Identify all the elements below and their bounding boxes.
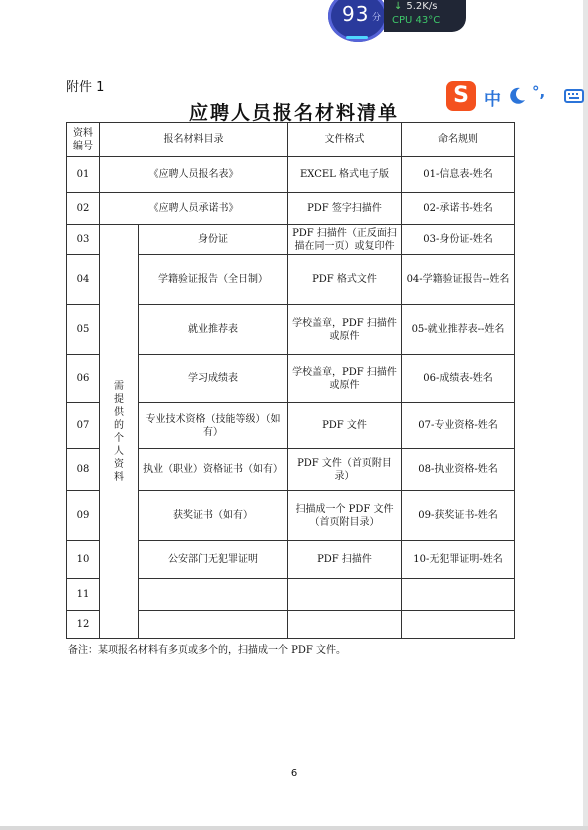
- group-label: [100, 225, 139, 639]
- net-speed: ↓ 5.2K/s: [394, 1, 438, 12]
- row-item: 执业（职业）资格证书（如有）: [139, 449, 288, 491]
- row-item: 获奖证书（如有）: [139, 491, 288, 541]
- table-row: [67, 225, 515, 255]
- download-arrow-icon: ↓: [394, 1, 403, 12]
- row-no: 03: [67, 225, 100, 255]
- row-format: PDF 格式文件: [288, 255, 402, 305]
- performance-score: 93: [342, 2, 370, 26]
- header-format: 文件格式: [288, 123, 402, 157]
- row-item: 公安部门无犯罪证明: [139, 541, 288, 579]
- row-no: 04: [67, 255, 100, 305]
- row-rule: 07-专业资格-姓名: [402, 403, 515, 449]
- row-item: 学习成绩表: [139, 355, 288, 403]
- row-item: 身份证: [139, 225, 288, 255]
- group-label-text: 需提供的个人资料: [114, 380, 124, 483]
- row-no: 08: [67, 449, 100, 491]
- row-rule: 09-获奖证书-姓名: [402, 491, 515, 541]
- ime-mode-toggle[interactable]: 中: [484, 90, 501, 110]
- score-unit: 分: [372, 13, 382, 23]
- table-note: 备注：某项报名材料有多页或多个的，扫描成一个 PDF 文件。: [68, 645, 347, 656]
- table-row: [67, 157, 515, 193]
- header-no: 资料编号: [67, 123, 100, 157]
- score-bar: [346, 36, 368, 39]
- row-item: 学籍验证报告（全日制）: [139, 255, 288, 305]
- system-monitor-widget[interactable]: [326, 0, 468, 44]
- row-no: 01: [67, 157, 100, 193]
- row-format: 学校盖章，PDF 扫描件或原件: [288, 355, 402, 403]
- row-item: [139, 579, 288, 611]
- row-rule: 03-身份证-姓名: [402, 225, 515, 255]
- row-item: [139, 611, 288, 639]
- row-item: 就业推荐表: [139, 305, 288, 355]
- row-rule: 05-就业推荐表--姓名: [402, 305, 515, 355]
- row-rule: [402, 579, 515, 611]
- row-rule: 06-成绩表-姓名: [402, 355, 515, 403]
- table-header-row: [67, 123, 515, 157]
- row-format: 扫描成一个 PDF 文件（首页附目录）: [288, 491, 402, 541]
- row-format: PDF 文件: [288, 403, 402, 449]
- row-no: 05: [67, 305, 100, 355]
- row-no: 09: [67, 491, 100, 541]
- page-edge-bottom: [0, 826, 588, 830]
- row-format: PDF 扫描件: [288, 541, 402, 579]
- document-title: 应聘人员报名材料清单: [188, 102, 399, 124]
- row-item: 《应聘人员承诺书》: [100, 193, 288, 225]
- row-rule: 01-信息表-姓名: [402, 157, 515, 193]
- table-row: [67, 193, 515, 225]
- cpu-temperature: CPU 43°C: [392, 15, 441, 26]
- row-no: 10: [67, 541, 100, 579]
- header-rule: 命名规则: [402, 123, 515, 157]
- page-number: 6: [290, 768, 298, 779]
- row-item: 《应聘人员报名表》: [100, 157, 288, 193]
- row-format: [288, 611, 402, 639]
- sogou-logo-icon[interactable]: S: [446, 81, 476, 111]
- row-item: 专业技术资格（技能等级）（如有）: [139, 403, 288, 449]
- row-format: PDF 文件（首页附目录）: [288, 449, 402, 491]
- row-rule: 08-执业资格-姓名: [402, 449, 515, 491]
- attachment-label: 附件 1: [66, 80, 105, 95]
- header-catalog: 报名材料目录: [100, 123, 288, 157]
- materials-table: [66, 122, 515, 639]
- row-format: [288, 579, 402, 611]
- row-rule: [402, 611, 515, 639]
- row-format: PDF 签字扫描件: [288, 193, 402, 225]
- row-no: 12: [67, 611, 100, 639]
- row-rule: 10-无犯罪证明-姓名: [402, 541, 515, 579]
- row-no: 02: [67, 193, 100, 225]
- row-no: 11: [67, 579, 100, 611]
- punctuation-toggle[interactable]: °,: [532, 83, 546, 101]
- row-no: 06: [67, 355, 100, 403]
- row-format: 学校盖章，PDF 扫描件或原件: [288, 305, 402, 355]
- row-format: EXCEL 格式电子版: [288, 157, 402, 193]
- row-format: PDF 扫描件（正反面扫描在同一页）或复印件: [288, 225, 402, 255]
- row-rule: 02-承诺书-姓名: [402, 193, 515, 225]
- row-rule: 04-学籍验证报告--姓名: [402, 255, 515, 305]
- monitor-panel: [384, 0, 466, 32]
- row-no: 07: [67, 403, 100, 449]
